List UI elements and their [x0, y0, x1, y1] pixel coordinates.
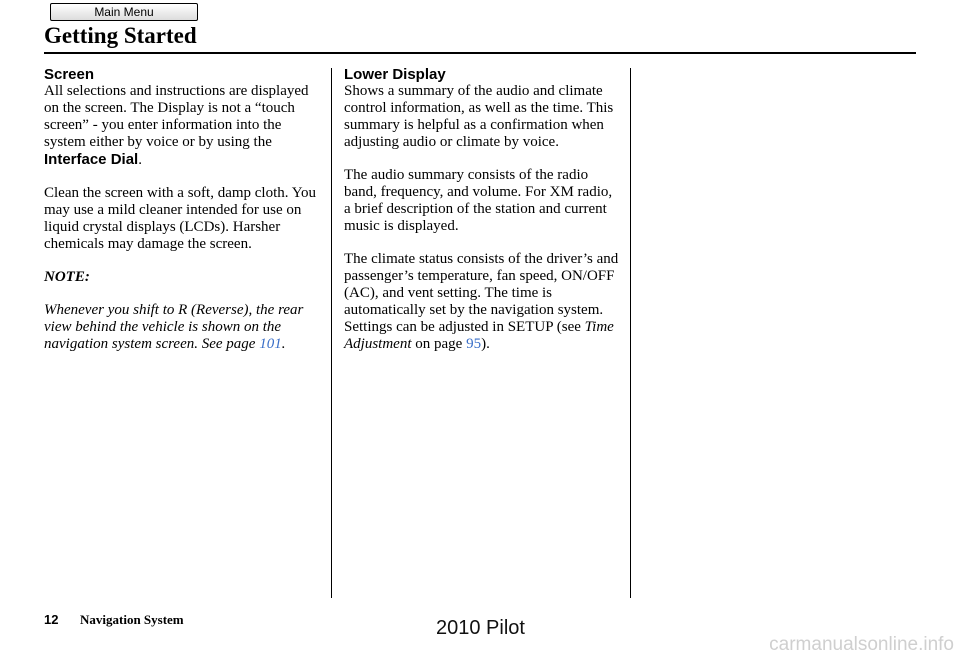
lower-display-paragraph-3 — [344, 251, 619, 353]
title-divider — [44, 52, 916, 54]
page-101-link[interactable]: 101 — [259, 336, 282, 352]
lower-display-paragraph-1: Shows a summary of the audio and climate control information, as well as the time. This summary is helpful as a confirmation when adjusting audio or climate by voice. — [344, 83, 614, 150]
footer-page-number: 12 — [44, 612, 59, 627]
screen-paragraph-2: Clean the screen with a soft, damp cloth. You may use a mild cleaner intended for use on liquid crystal displays (LCDs). Harsher chemicals may damage the screen. — [44, 185, 317, 252]
lower-display-heading: Lower Display — [344, 66, 446, 83]
column-divider-1 — [331, 68, 332, 598]
lower-display-p3-end: ). — [481, 336, 490, 352]
page-title: Getting Started — [44, 23, 197, 48]
note-text — [44, 302, 319, 353]
lower-display-p3-mid: on page — [411, 336, 467, 352]
screen-section — [44, 66, 319, 369]
interface-dial-term: Interface Dial — [44, 151, 139, 168]
column-divider-2 — [630, 68, 631, 598]
site-watermark: carmanualsonline.info — [769, 634, 954, 655]
screen-p1-end: . — [138, 152, 142, 168]
lower-display-p3-text: The climate status consists of the driver’s and passenger’s temperature, fan speed, ON/OFF (AC), and vent setting. The time is automatically set by the navigation system. Settings can be adjusted in SETUP (see — [344, 251, 619, 335]
screen-paragraph-1 — [44, 83, 319, 169]
footer-book-title: Navigation System — [80, 612, 184, 627]
main-menu-button[interactable]: Main Menu — [50, 3, 198, 21]
lower-display-paragraph-2: The audio summary consists of the radio band, frequency, and volume. For XM radio, a brief description of the station and current music is displayed. — [344, 167, 613, 234]
lower-display-section — [344, 66, 619, 369]
page-95-link[interactable]: 95 — [466, 336, 482, 352]
note-end: . — [281, 336, 286, 352]
time-adjustment-ref: Time Adjustment — [344, 319, 614, 352]
screen-p1-text: All selections and instructions are displayed on the screen. The Display is not a “touch screen” - you enter information into the system either by voice or by using the — [44, 83, 309, 150]
model-watermark: 2010 Pilot — [436, 617, 525, 639]
screen-heading: Screen — [44, 66, 95, 83]
note-label: NOTE: — [44, 269, 90, 285]
note-body: Whenever you shift to R (Reverse), the rear view behind the vehicle is shown on the navigation system screen. See page — [44, 302, 304, 352]
